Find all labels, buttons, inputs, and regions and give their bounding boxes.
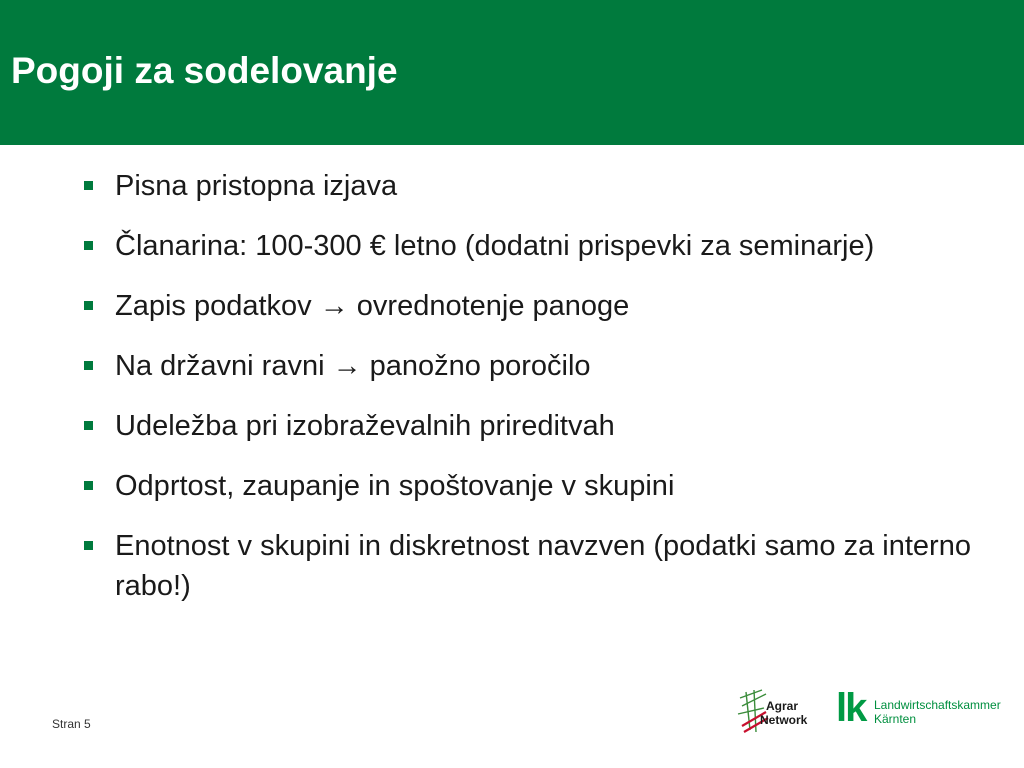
bullet-item — [84, 466, 984, 506]
bullet-text: Članarina: 100-300 € letno (dodatni prispevki za seminarje) — [115, 230, 875, 262]
bullet-item — [84, 526, 984, 606]
square-bullet-icon — [84, 241, 93, 250]
bullet-item — [84, 346, 984, 386]
bullet-item — [84, 286, 984, 326]
bullet-text: Enotnost v skupini in diskretnost navzven (podatki samo za interno rabo!) — [115, 530, 971, 602]
square-bullet-icon — [84, 421, 93, 430]
square-bullet-icon — [84, 301, 93, 310]
lk-line2: Kärnten — [874, 712, 917, 726]
bullet-text: Odprtost, zaupanje in spoštovanje v skupini — [115, 470, 675, 502]
lk-line1: Landwirtschaftskammer — [874, 698, 1001, 712]
network-text: Network — [760, 713, 808, 727]
lk-mark: lk — [836, 686, 866, 730]
bullet-item — [84, 226, 984, 266]
bullet-item — [84, 406, 984, 446]
square-bullet-icon — [84, 541, 93, 550]
square-bullet-icon — [84, 361, 93, 370]
square-bullet-icon — [84, 181, 93, 190]
bullet-text: Pisna pristopna izjava — [115, 170, 398, 202]
bullet-text: Udeležba pri izobraževalnih prireditvah — [115, 410, 615, 442]
agrar-network-logo — [736, 686, 822, 738]
lk-name — [874, 698, 1001, 726]
bullet-text: Na državni ravni → panožno poročilo — [115, 350, 591, 382]
bullet-text: Zapis podatkov → ovrednotenje panoge — [115, 290, 630, 322]
title-bar — [0, 0, 1024, 145]
page-number: Stran 5 — [52, 717, 91, 731]
landwirtschaftskammer-logo — [836, 688, 1006, 728]
bullet-list — [84, 166, 984, 626]
square-bullet-icon — [84, 481, 93, 490]
bullet-item — [84, 166, 984, 206]
slide-title: Pogoji za sodelovanje — [11, 50, 398, 91]
agrar-text: Agrar — [766, 699, 799, 713]
